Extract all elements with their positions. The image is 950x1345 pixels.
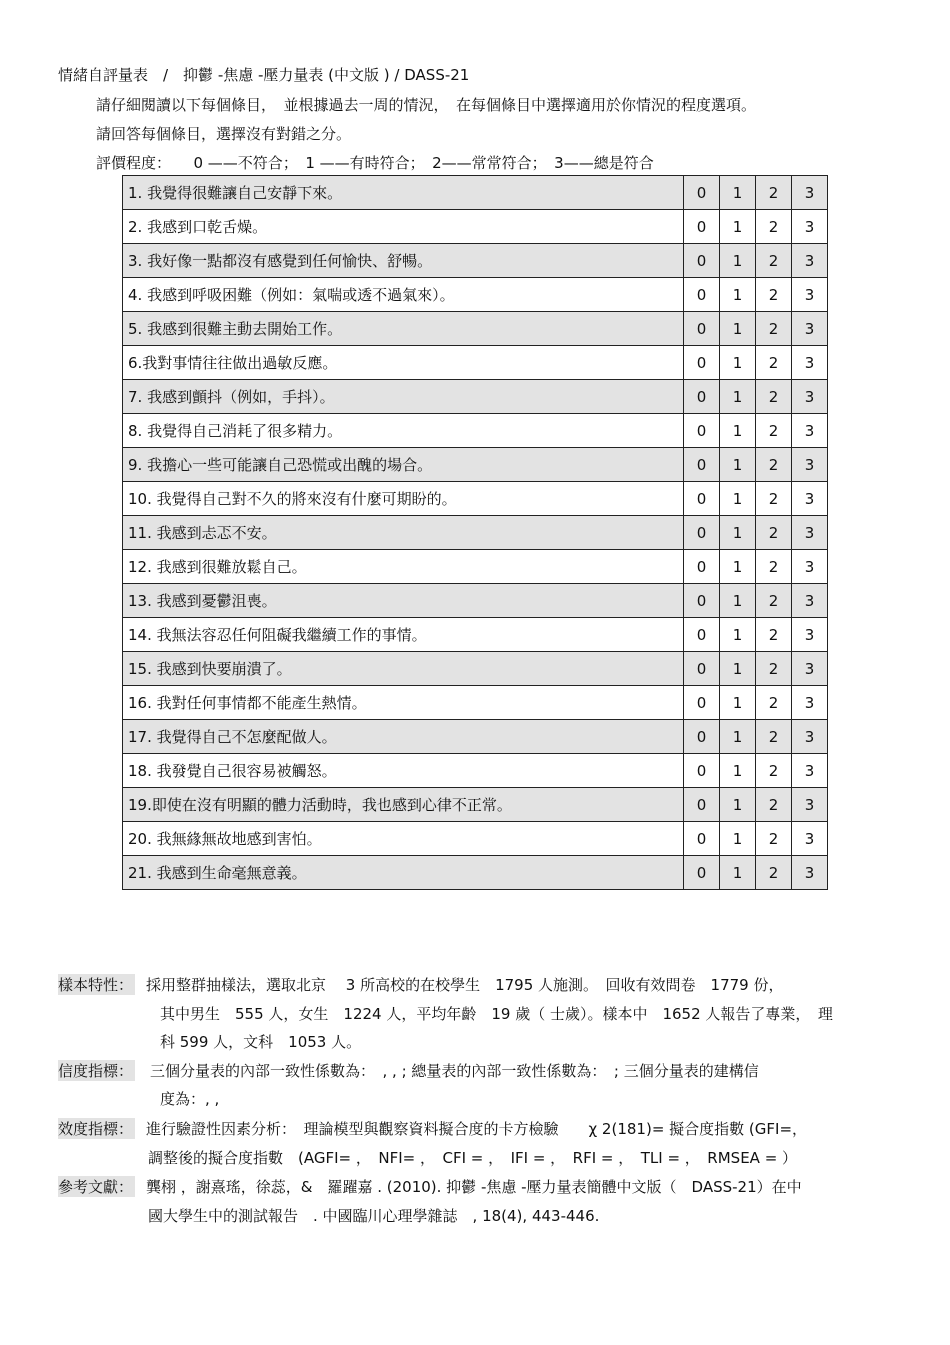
question-text: 14. 我無法容忍任何阻礙我繼續工作的事情。 <box>123 618 684 652</box>
rating-option-1[interactable]: 1 <box>720 550 756 584</box>
question-text: 5. 我感到很難主動去開始工作。 <box>123 312 684 346</box>
page-title: 情緒自評量表 / 抑鬱 -焦慮 -壓力量表 (中文版 ) / DASS-21 <box>58 66 470 84</box>
question-row <box>123 176 828 210</box>
question-text: 19.即使在沒有明顯的體力活動時，我也感到心律不正常。 <box>123 788 684 822</box>
question-text: 3. 我好像一點都沒有感覺到任何愉快、舒暢。 <box>123 244 684 278</box>
rating-option-3[interactable]: 3 <box>792 822 828 856</box>
rating-option-2[interactable]: 2 <box>756 720 792 754</box>
rating-option-3[interactable]: 3 <box>792 550 828 584</box>
rating-option-3[interactable]: 3 <box>792 448 828 482</box>
rating-option-2[interactable]: 2 <box>756 652 792 686</box>
sample-text-line-2: 其中男生 555 人，女生 1224 人，平均年齡 19 歲（ 士歲）。樣本中 1652 人報告了專業， 理 <box>160 1005 833 1023</box>
question-row <box>123 856 828 890</box>
question-row <box>123 516 828 550</box>
question-text: 8. 我覺得自己消耗了很多精力。 <box>123 414 684 448</box>
question-row <box>123 448 828 482</box>
reference-text-line-2: 國大學生中的測試報告 . 中國臨川心理學雜誌 , 18(4), 443-446. <box>148 1207 600 1225</box>
instruction-line-1: 請仔細閱讀以下每個條目， 並根據過去一周的情況， 在每個條目中選擇適用於你情況的程度選項。 <box>96 96 757 114</box>
rating-option-1[interactable]: 1 <box>720 482 756 516</box>
question-row <box>123 482 828 516</box>
rating-option-1[interactable]: 1 <box>720 618 756 652</box>
question-text: 18. 我發覺自己很容易被觸怒。 <box>123 754 684 788</box>
rating-option-1[interactable]: 1 <box>720 346 756 380</box>
validity-text-line-1: 進行驗證性因素分析： 理論模型與觀察資料擬合度的卡方檢驗 χ 2(181)= 擬合度指數 (GFI=， <box>146 1120 808 1138</box>
rating-option-0[interactable]: 0 <box>684 482 720 516</box>
rating-option-0[interactable]: 0 <box>684 278 720 312</box>
rating-option-0[interactable]: 0 <box>684 652 720 686</box>
question-text: 16. 我對任何事情都不能產生熱情。 <box>123 686 684 720</box>
rating-option-1[interactable]: 1 <box>720 244 756 278</box>
rating-option-0[interactable]: 0 <box>684 754 720 788</box>
question-row <box>123 380 828 414</box>
rating-option-3[interactable]: 3 <box>792 856 828 890</box>
question-row <box>123 686 828 720</box>
question-text: 11. 我感到忐忑不安。 <box>123 516 684 550</box>
reliability-text-line-2: 度為：, , <box>160 1090 220 1108</box>
question-row <box>123 822 828 856</box>
rating-option-3[interactable]: 3 <box>792 346 828 380</box>
rating-option-0[interactable]: 0 <box>684 414 720 448</box>
sample-text-line-1: 採用整群抽樣法，選取北京 3 所高校的在校學生 1795 人施測。 回收有效問卷 1779 份， <box>146 976 784 994</box>
sample-label: 樣本特性： <box>58 976 134 994</box>
question-row <box>123 754 828 788</box>
question-text: 20. 我無緣無故地感到害怕。 <box>123 822 684 856</box>
rating-option-0[interactable]: 0 <box>684 550 720 584</box>
rating-option-1[interactable]: 1 <box>720 856 756 890</box>
reliability-label: 信度指標： <box>58 1062 134 1080</box>
rating-option-3[interactable]: 3 <box>792 618 828 652</box>
question-table <box>122 175 828 890</box>
rating-option-0[interactable]: 0 <box>684 346 720 380</box>
question-text: 4. 我感到呼吸困難（例如：氣喘或透不過氣來）。 <box>123 278 684 312</box>
rating-option-3[interactable]: 3 <box>792 278 828 312</box>
question-text: 12. 我感到很難放鬆自己。 <box>123 550 684 584</box>
rating-option-3[interactable]: 3 <box>792 652 828 686</box>
question-text: 13. 我感到憂鬱沮喪。 <box>123 584 684 618</box>
rating-option-3[interactable]: 3 <box>792 414 828 448</box>
rating-option-0[interactable]: 0 <box>684 516 720 550</box>
question-row <box>123 346 828 380</box>
question-text: 1. 我覺得很難讓自己安靜下來。 <box>123 176 684 210</box>
rating-option-0[interactable]: 0 <box>684 244 720 278</box>
rating-option-2[interactable]: 2 <box>756 278 792 312</box>
rating-option-1[interactable]: 1 <box>720 788 756 822</box>
rating-option-0[interactable]: 0 <box>684 720 720 754</box>
rating-scale-legend: 評價程度： 0 ——不符合； 1 ——有時符合； 2——常常符合； 3——總是符合 <box>96 154 654 172</box>
rating-option-0[interactable]: 0 <box>684 822 720 856</box>
rating-option-1[interactable]: 1 <box>720 686 756 720</box>
rating-option-1[interactable]: 1 <box>720 278 756 312</box>
question-text: 9. 我擔心一些可能讓自己恐慌或出醜的場合。 <box>123 448 684 482</box>
rating-option-2[interactable]: 2 <box>756 448 792 482</box>
question-text: 21. 我感到生命毫無意義。 <box>123 856 684 890</box>
reliability-text-line-1: 三個分量表的內部一致性係數為： , , ; 總量表的內部一致性係數為： ; 三個分量表的建構信 <box>150 1062 759 1080</box>
rating-option-0[interactable]: 0 <box>684 686 720 720</box>
rating-option-2[interactable]: 2 <box>756 244 792 278</box>
rating-option-3[interactable]: 3 <box>792 720 828 754</box>
question-text: 6.我對事情往往做出過敏反應。 <box>123 346 684 380</box>
question-row <box>123 278 828 312</box>
rating-option-3[interactable]: 3 <box>792 516 828 550</box>
rating-option-3[interactable]: 3 <box>792 312 828 346</box>
rating-option-0[interactable]: 0 <box>684 380 720 414</box>
rating-option-2[interactable]: 2 <box>756 788 792 822</box>
rating-option-3[interactable]: 3 <box>792 244 828 278</box>
validity-label: 效度指標： <box>58 1120 134 1138</box>
rating-option-1[interactable]: 1 <box>720 448 756 482</box>
rating-option-2[interactable]: 2 <box>756 482 792 516</box>
rating-option-3[interactable]: 3 <box>792 176 828 210</box>
rating-option-2[interactable]: 2 <box>756 856 792 890</box>
rating-option-1[interactable]: 1 <box>720 652 756 686</box>
question-row <box>123 210 828 244</box>
question-text: 7. 我感到顫抖（例如，手抖）。 <box>123 380 684 414</box>
rating-option-3[interactable]: 3 <box>792 584 828 618</box>
rating-option-2[interactable]: 2 <box>756 618 792 652</box>
rating-option-1[interactable]: 1 <box>720 822 756 856</box>
question-text: 2. 我感到口乾舌燥。 <box>123 210 684 244</box>
sample-text-line-3: 科 599 人，文科 1053 人。 <box>160 1033 362 1051</box>
rating-option-0[interactable]: 0 <box>684 448 720 482</box>
question-row <box>123 414 828 448</box>
rating-option-1[interactable]: 1 <box>720 312 756 346</box>
rating-option-0[interactable]: 0 <box>684 176 720 210</box>
rating-option-0[interactable]: 0 <box>684 312 720 346</box>
rating-option-1[interactable]: 1 <box>720 414 756 448</box>
rating-option-2[interactable]: 2 <box>756 210 792 244</box>
rating-option-2[interactable]: 2 <box>756 754 792 788</box>
question-row <box>123 550 828 584</box>
question-row <box>123 618 828 652</box>
rating-option-3[interactable]: 3 <box>792 754 828 788</box>
question-text: 10. 我覺得自己對不久的將來沒有什麼可期盼的。 <box>123 482 684 516</box>
question-row <box>123 788 828 822</box>
rating-option-3[interactable]: 3 <box>792 210 828 244</box>
rating-option-3[interactable]: 3 <box>792 482 828 516</box>
question-row <box>123 652 828 686</box>
rating-option-1[interactable]: 1 <box>720 516 756 550</box>
rating-option-2[interactable]: 2 <box>756 312 792 346</box>
question-row <box>123 244 828 278</box>
rating-option-0[interactable]: 0 <box>684 788 720 822</box>
rating-option-2[interactable]: 2 <box>756 550 792 584</box>
question-row <box>123 584 828 618</box>
reference-label: 參考文獻： <box>58 1178 134 1196</box>
rating-option-1[interactable]: 1 <box>720 176 756 210</box>
rating-option-1[interactable]: 1 <box>720 210 756 244</box>
rating-option-0[interactable]: 0 <box>684 618 720 652</box>
rating-option-2[interactable]: 2 <box>756 686 792 720</box>
rating-option-2[interactable]: 2 <box>756 176 792 210</box>
rating-option-2[interactable]: 2 <box>756 346 792 380</box>
rating-option-2[interactable]: 2 <box>756 516 792 550</box>
instruction-line-2: 請回答每個條目，選擇沒有對錯之分。 <box>96 125 352 143</box>
rating-option-1[interactable]: 1 <box>720 380 756 414</box>
rating-option-1[interactable]: 1 <box>720 754 756 788</box>
question-row <box>123 720 828 754</box>
question-text: 15. 我感到快要崩潰了。 <box>123 652 684 686</box>
rating-option-3[interactable]: 3 <box>792 686 828 720</box>
reference-text-line-1: 龔栩 ，謝熹瑤，徐蕊，& 羅躍嘉 . (2010). 抑鬱 -焦慮 -壓力量表簡體中文版（ DASS-21）在中 <box>146 1178 802 1196</box>
validity-text-line-2: 調整後的擬合度指數 (AGFI= ， NFI= ， CFI = ， IFI = ， RFI = ， TLI = ， RMSEA = ） <box>148 1149 798 1167</box>
rating-option-1[interactable]: 1 <box>720 720 756 754</box>
rating-option-3[interactable]: 3 <box>792 788 828 822</box>
rating-option-3[interactable]: 3 <box>792 380 828 414</box>
rating-option-0[interactable]: 0 <box>684 856 720 890</box>
rating-option-1[interactable]: 1 <box>720 584 756 618</box>
rating-option-2[interactable]: 2 <box>756 414 792 448</box>
question-row <box>123 312 828 346</box>
rating-option-0[interactable]: 0 <box>684 210 720 244</box>
question-text: 17. 我覺得自己不怎麼配做人。 <box>123 720 684 754</box>
rating-option-0[interactable]: 0 <box>684 584 720 618</box>
rating-option-2[interactable]: 2 <box>756 380 792 414</box>
rating-option-2[interactable]: 2 <box>756 584 792 618</box>
rating-option-2[interactable]: 2 <box>756 822 792 856</box>
